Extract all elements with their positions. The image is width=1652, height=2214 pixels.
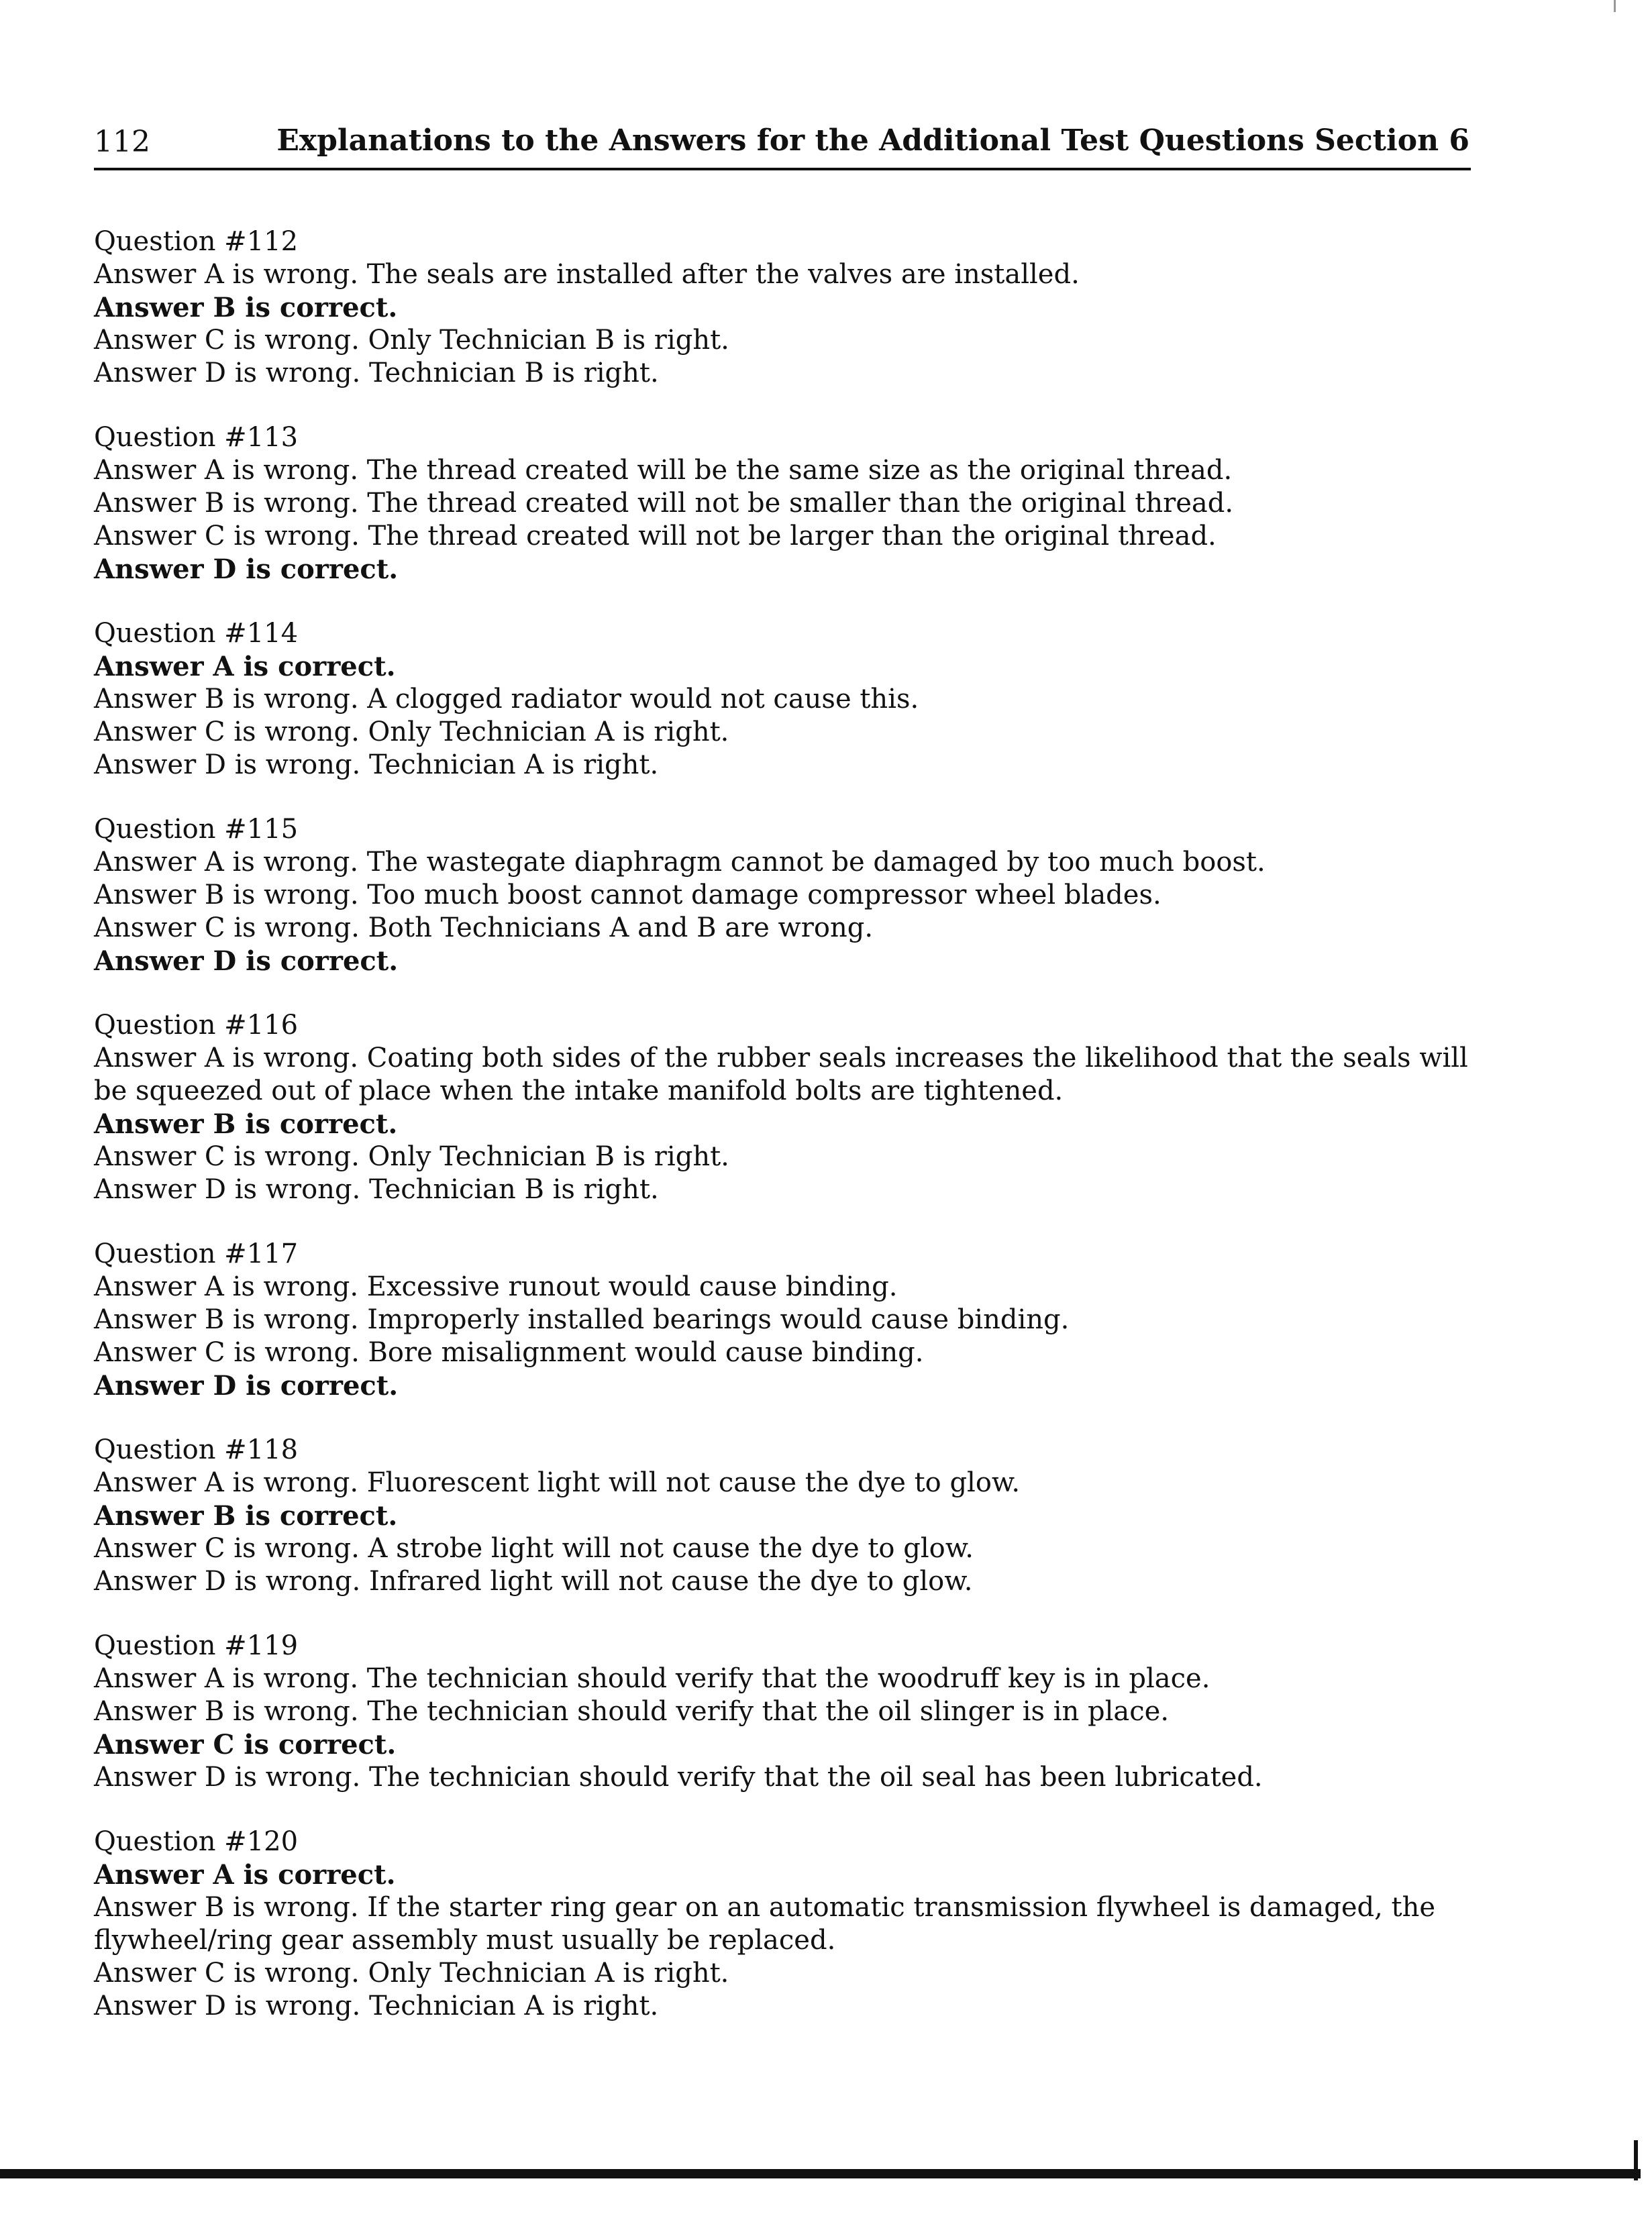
wrong-answer-explanation: Answer C is wrong. Bore misalignment would cause binding. — [94, 1337, 924, 1368]
footer-rule-tick — [1634, 2140, 1638, 2180]
question-block — [94, 1826, 1469, 2023]
question-block — [94, 421, 1469, 586]
wrong-answer-explanation: Answer A is wrong. The technician should verify that the woodruff key is in place. — [94, 1663, 1210, 1694]
wrong-answer-explanation: Answer D is wrong. Technician B is right. — [94, 358, 659, 388]
footer-rule — [0, 2169, 1641, 2178]
wrong-answer-explanation: Answer C is wrong. Only Technician B is right. — [94, 325, 729, 356]
wrong-answer-explanation: Answer C is wrong. Both Technicians A and B are wrong. — [94, 912, 874, 943]
wrong-answer-explanation: Answer A is wrong. The seals are installed after the valves are installed. — [94, 259, 1080, 290]
wrong-answer-explanation: Answer D is wrong. Infrared light will not cause the dye to glow. — [94, 1566, 973, 1597]
correct-answer: Answer B is correct. — [94, 292, 398, 323]
wrong-answer-explanation: Answer B is wrong. The technician should verify that the oil slinger is in place. — [94, 1696, 1170, 1727]
wrong-answer-explanation: Answer B is wrong. If the starter ring gear on an automatic transmission flywheel is damaged, the flywheel/ring gear assembly must usually be replaced. — [94, 1892, 1436, 1956]
wrong-answer-explanation: Answer D is wrong. Technician A is right. — [94, 749, 659, 780]
header-rule — [94, 168, 1471, 170]
wrong-answer-explanation: Answer C is wrong. A strobe light will not cause the dye to glow. — [94, 1533, 974, 1564]
wrong-answer-explanation: Answer D is wrong. Technician A is right. — [94, 1991, 659, 2021]
wrong-answer-explanation: Answer C is wrong. Only Technician A is right. — [94, 1958, 729, 1989]
question-block — [94, 225, 1469, 390]
wrong-answer-explanation: Answer B is wrong. The thread created will not be smaller than the original thread. — [94, 488, 1234, 519]
wrong-answer-explanation: Answer D is wrong. Technician B is right. — [94, 1174, 659, 1205]
question-block — [94, 617, 1469, 782]
wrong-answer-explanation: Answer A is wrong. The wastegate diaphragm cannot be damaged by too much boost. — [94, 847, 1266, 878]
question-title: Question #120 — [94, 1826, 299, 1857]
wrong-answer-explanation: Answer D is wrong. The technician should verify that the oil seal has been lubricated. — [94, 1762, 1263, 1793]
correct-answer: Answer A is correct. — [94, 651, 396, 682]
wrong-answer-explanation: Answer A is wrong. Coating both sides of the rubber seals increases the likelihood that the seals will be squeezed out of place when the intake manifold bolts are tightened. — [94, 1043, 1468, 1106]
question-title: Question #118 — [94, 1434, 299, 1465]
scan-corner-mark — [1614, 0, 1616, 12]
question-title: Question #112 — [94, 226, 299, 257]
question-title: Question #114 — [94, 618, 299, 649]
wrong-answer-explanation: Answer C is wrong. Only Technician A is right. — [94, 717, 729, 747]
wrong-answer-explanation: Answer C is wrong. The thread created will not be larger than the original thread. — [94, 521, 1217, 551]
correct-answer: Answer B is correct. — [94, 1108, 398, 1140]
question-block — [94, 1434, 1469, 1598]
question-title: Question #117 — [94, 1238, 299, 1269]
question-title: Question #113 — [94, 422, 299, 453]
wrong-answer-explanation: Answer A is wrong. The thread created will be the same size as the original thread. — [94, 455, 1233, 486]
correct-answer: Answer C is correct. — [94, 1729, 397, 1760]
wrong-answer-explanation: Answer A is wrong. Fluorescent light will not cause the dye to glow. — [94, 1467, 1021, 1498]
correct-answer: Answer A is correct. — [94, 1859, 396, 1891]
question-block — [94, 1009, 1469, 1206]
question-title: Question #115 — [94, 814, 299, 845]
page-number: 112 — [94, 125, 150, 159]
wrong-answer-explanation: Answer B is wrong. Too much boost cannot damage compressor wheel blades. — [94, 880, 1161, 910]
question-title: Question #119 — [94, 1630, 299, 1661]
correct-answer: Answer D is correct. — [94, 945, 399, 977]
answer-explanations — [94, 225, 1469, 2054]
correct-answer: Answer D is correct. — [94, 1370, 399, 1402]
correct-answer: Answer D is correct. — [94, 554, 399, 585]
question-block — [94, 1630, 1469, 1794]
running-head: Explanations to the Answers for the Additional Test Questions Section 6 — [276, 123, 1469, 158]
wrong-answer-explanation: Answer B is wrong. A clogged radiator would not cause this. — [94, 684, 919, 715]
wrong-answer-explanation: Answer B is wrong. Improperly installed bearings would cause binding. — [94, 1304, 1070, 1335]
question-block — [94, 813, 1469, 978]
wrong-answer-explanation: Answer C is wrong. Only Technician B is right. — [94, 1141, 729, 1172]
correct-answer: Answer B is correct. — [94, 1500, 398, 1532]
question-block — [94, 1238, 1469, 1402]
question-title: Question #116 — [94, 1010, 299, 1041]
wrong-answer-explanation: Answer A is wrong. Excessive runout would cause binding. — [94, 1271, 898, 1302]
